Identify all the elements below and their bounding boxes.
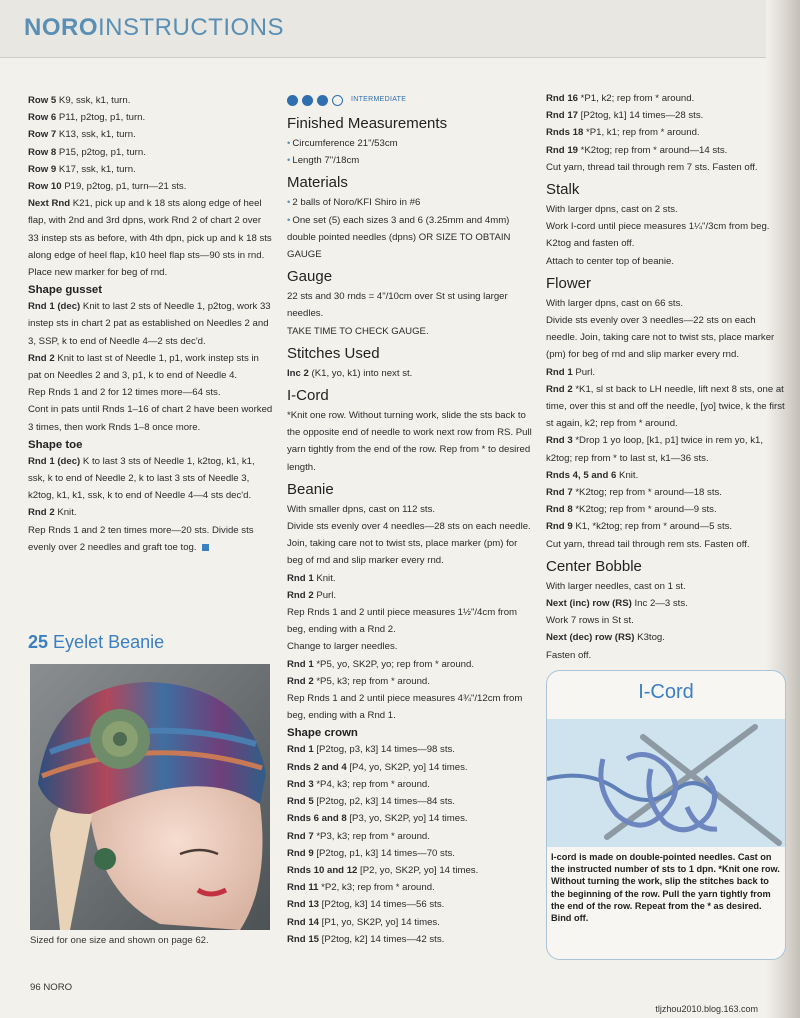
cut-yarn-1: Cut yarn, thread tail through rem 7 sts. Fasten off. [546, 161, 758, 173]
shape-toe-heading: Shape toe [28, 438, 83, 451]
gusset-rnd2: Rnd 2 Knit to last st of Needle 1, p1, work instep sts in pat on Needles 2 and 3, p1, k to end of Needle 4. [28, 352, 259, 382]
bobble-3: Fasten off. [546, 649, 592, 661]
gusset-cont: Cont in pats until Rnds 1–16 of chart 2 have been worked 3 times, then work Rnds 1–8 once more. [28, 404, 273, 433]
bullet-icon: • [287, 138, 291, 149]
icord-heading: I-Cord [287, 387, 329, 405]
instruction-row: Rnd 9 [P2tog, p1, k3] 14 times—70 sts. [287, 847, 455, 859]
beanie-eyelet-rnd2: Rnd 2 *P5, k3; rep from * around. [287, 675, 430, 687]
flower-rnd3: Rnd 3 *Drop 1 yo loop, [k1, p1] twice in rem yo, k1, k2tog; rep from * to last st, k1—36 sts. [546, 435, 764, 464]
beanie-cast-on: With smaller dpns, cast on 112 sts. [287, 503, 436, 515]
flower-rnd1: Rnd 1 Purl. [546, 366, 596, 378]
shape-crown-heading: Shape crown [287, 727, 358, 740]
bobble-next-inc: Next (inc) row (RS) Inc 2—3 sts. [546, 598, 688, 610]
pattern-title [28, 632, 164, 653]
flower-rnd2: Rnd 2 *K1, sl st back to LH needle, lift next 8 sts, one at time, over this st and off the needle, [yo] twice, k the first st again, k2; rep from * around. [546, 383, 785, 430]
page-folio: 96 NORO [30, 982, 73, 993]
material-1: • 2 balls of Noro/KFI Shiro in #6 [287, 197, 421, 209]
pattern-number: 25 [28, 632, 49, 652]
instruction-row: Row 8 P15, p2tog, p1, turn. [28, 146, 146, 158]
bullet-icon: • [287, 214, 291, 226]
instruction-row: Rnds 18 *P1, k1; rep from * around. [546, 127, 700, 139]
cut-yarn-2: Cut yarn, thread tail through rem sts. Fasten off. [546, 538, 750, 550]
finished-measurements-heading: Finished Measurements [287, 115, 448, 132]
instruction-row: Rnd 1 [P2tog, p3, k3] 14 times—98 sts. [287, 744, 455, 756]
instruction-row: Row 7 K13, ssk, k1, turn. [28, 129, 136, 141]
instruction-row: Rnd 11 *P2, k3; rep from * around. [287, 882, 435, 894]
stalk-heading: Stalk [546, 181, 580, 199]
instruction-row: Rnd 16 *P1, k2; rep from * around. [546, 93, 695, 104]
shape-gusset-heading: Shape gusset [28, 284, 103, 297]
flower-rnd7: Rnd 7 *K2tog; rep from * around—18 sts. [546, 487, 722, 499]
watermark: tljzhou2010.blog.163.com [655, 1004, 758, 1014]
flower-heading: Flower [546, 274, 592, 292]
beanie-change: Change to larger needles. [287, 641, 398, 653]
brand-logo [24, 14, 284, 42]
bobble-2: Work 7 rows in St st. [546, 615, 634, 627]
icord-box-title: I-Cord [638, 681, 694, 703]
difficulty-dot-empty [332, 95, 343, 106]
bobble-next-dec: Next (dec) row (RS) K3tog. [546, 632, 665, 644]
icord-illustration [547, 719, 786, 847]
material-2: • One set (5) each sizes 3 and 6 (3.25mm and 4mm) double pointed needles (dpns) OR SIZE TO OBTAIN GAUGE [287, 214, 511, 261]
page-header [0, 0, 800, 58]
instruction-row: Rnd 13 [P2tog, k3] 14 times—56 sts. [287, 899, 445, 911]
instruction-row: Rnd 17 [P2tog, k1] 14 times—28 sts. [546, 110, 704, 122]
center-bobble-heading: Center Bobble [546, 557, 642, 575]
icord-text: *Knit one row. Without turning work, slide the sts back to the opposite end of needle to work next row from RS. Pull yarn tightly from the end of the row. Rep from * to desired length. [287, 410, 532, 473]
column-1 [28, 92, 274, 556]
inc2: Inc 2 (K1, yo, k1) into next st. [287, 367, 413, 379]
stalk-3: Attach to center top of beanie. [546, 255, 675, 267]
beanie-rnd2: Rnd 2 Purl. [287, 589, 337, 601]
column-2 [287, 92, 533, 948]
beanie-heading: Beanie [287, 480, 334, 498]
flower-2: Divide sts evenly over 3 needles—22 sts on each needle. Join, taking care not to twist sts, place marker (pm) for beg of rnd and slip marker every rnd. [546, 315, 775, 361]
brand-rest: INSTRUCTIONS [98, 14, 284, 41]
beanie-rep1: Rep Rnds 1 and 2 until piece measures 1½"/4cm from beg, ending with a Rnd 2. [287, 607, 518, 636]
instruction-row: Rnd 14 [P1, yo, SK2P, yo] 14 times. [287, 916, 440, 928]
instruction-row: Rnd 19 *K2tog; rep from * around—14 sts. [546, 144, 728, 156]
next-rnd: Next Rnd K21, pick up and k 18 sts along edge of heel flap, with 2nd and 3rd dpns, work Rnd 2 of chart 2 over 33 instep sts as before, with 4th dpn, pick up and k 18 sts along edge of heel flap, k10 heel flap sts—90 sts in rnd. Place new marker for beg of rnd. [28, 198, 272, 279]
instruction-row: Row 10 P19, p2tog, p1, turn—21 sts. [28, 181, 187, 193]
stitches-used-heading: Stitches Used [287, 344, 380, 362]
flower-rnd9: Rnd 9 K1, *k2tog; rep from * around—5 sts. [546, 521, 733, 533]
instruction-row: Rnd 5 [P2tog, p2, k3] 14 times—84 sts. [287, 796, 455, 808]
crown-rows [287, 741, 533, 947]
bullet-icon: • [287, 197, 291, 209]
difficulty-indicator [287, 92, 533, 108]
beanie-eyelet-rnd1: Rnd 1 *P5, yo, SK2P, yo; rep from * around. [287, 658, 474, 670]
gauge-heading: Gauge [287, 268, 333, 286]
brand-bold: NORO [24, 14, 98, 41]
beanie-rep2: Rep Rnds 1 and 2 until piece measures 4¾"/12cm from beg, ending with a Rnd 1. [287, 693, 523, 722]
bullet-icon: • [287, 155, 291, 167]
difficulty-label: INTERMEDIATE [351, 96, 407, 104]
toe-rnd1: Rnd 1 (dec) K to last 3 sts of Needle 1, k2tog, k1, k1, ssk, k to end of Needle 2, k to last 3 sts of Needle 3, k2tog, k1, k1, ssk, k to end of Needle 4—4 sts dec'd. [28, 455, 255, 502]
instruction-row: Rnds 2 and 4 [P4, yo, SK2P, yo] 14 times. [287, 761, 468, 773]
instruction-row: Row 9 K17, ssk, k1, turn. [28, 163, 136, 175]
instruction-row: Rnds 10 and 12 [P2, yo, SK2P, yo] 14 times. [287, 864, 479, 876]
gauge-text: 22 sts and 30 rnds = 4"/10cm over St st using larger needles. [287, 291, 508, 320]
flower-1: With larger dpns, cast on 66 sts. [546, 297, 684, 309]
flower-rnd456: Rnds 4, 5 and 6 Knit. [546, 469, 639, 481]
gauge-check: TAKE TIME TO CHECK GAUGE. [287, 325, 429, 337]
icord-box-text: I-cord is made on double-pointed needles. Cast on the instructed number of sts to 1 dpn. *Knit one row. Without turning the work, slip the stitches back to the beginning of the row. Pull the yarn tightly from the end of the row. Repeat from the * as desired. Bind off. [551, 852, 780, 924]
materials-heading: Materials [287, 174, 348, 192]
instruction-row: Rnd 3 *P4, k3; rep from * around. [287, 778, 430, 790]
instruction-row: Rnd 7 *P3, k3; rep from * around. [287, 830, 430, 842]
photo-caption: Sized for one size and shown on page 62. [30, 935, 209, 946]
difficulty-dot-filled [302, 95, 313, 106]
instruction-row: Rnd 15 [P2tog, k2] 14 times—42 sts. [287, 933, 445, 945]
toe-rnd2: Rnd 2 Knit. [28, 507, 77, 519]
beanie-rnd1: Rnd 1 Knit. [287, 572, 336, 584]
icord-sidebar [546, 670, 786, 960]
length: • Length 7"/18cm [287, 155, 360, 167]
gusset-rep: Rep Rnds 1 and 2 for 12 times more—64 sts. [28, 387, 221, 399]
end-square-icon [202, 544, 209, 551]
instruction-row: Row 5 K9, ssk, k1, turn. [28, 95, 131, 106]
column-3 [546, 90, 786, 664]
stalk-1: With larger dpns, cast on 2 sts. [546, 204, 678, 216]
gusset-rnd1: Rnd 1 (dec) Knit to last 2 sts of Needle 1, p2tog, work 33 instep sts in chart 2 pat as established on Needles 2 and 3, SSP, k to end of Needle 4—2 sts dec'd. [28, 301, 271, 347]
difficulty-dot-filled [317, 95, 328, 106]
circumference: • Circumference 21"/53cm [287, 138, 398, 149]
toe-rep: Rep Rnds 1 and 2 ten times more—20 sts. Divide sts evenly over 2 needles and graft toe tog. [28, 524, 254, 553]
pattern-name: Eyelet Beanie [53, 632, 165, 652]
flower-rnd8: Rnd 8 *K2tog; rep from * around—9 sts. [546, 504, 717, 516]
instruction-row: Row 6 P11, p2tog, p1, turn. [28, 112, 146, 124]
crown-rows-continued [546, 90, 786, 159]
instruction-row: Rnds 6 and 8 [P3, yo, SK2P, yo] 14 times. [287, 813, 468, 825]
stalk-2: Work I-cord until piece measures 1¼"/3cm from beg. K2tog and fasten off. [546, 221, 770, 250]
beanie-photo [30, 664, 270, 930]
difficulty-dot-filled [287, 95, 298, 106]
beanie-divide: Divide sts evenly over 4 needles—28 sts on each needle. Join, taking care not to twist sts, place marker (pm) for beg of rnd and slip marker every rnd. [287, 521, 531, 567]
bobble-1: With larger needles, cast on 1 st. [546, 580, 686, 592]
heel-rows [28, 92, 274, 195]
